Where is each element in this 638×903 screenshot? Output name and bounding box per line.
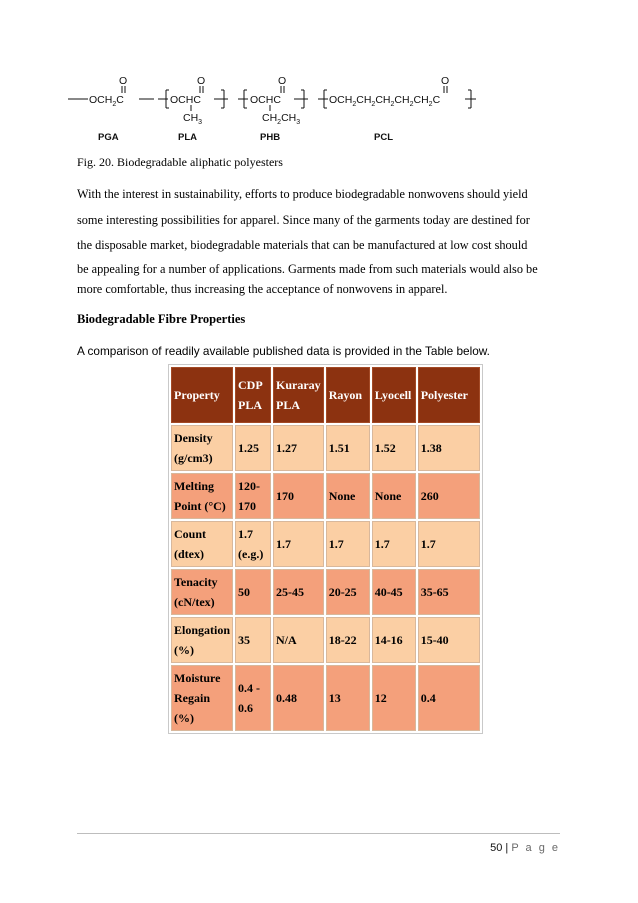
pga-oxygen: O xyxy=(119,75,128,87)
pcl-oxygen: O xyxy=(441,75,450,87)
cell-text: 170 xyxy=(276,489,295,503)
cell-text: Count xyxy=(174,527,207,541)
table-cell xyxy=(171,569,233,615)
table-cell xyxy=(372,521,416,567)
table-cell xyxy=(171,521,233,567)
table-cell xyxy=(326,617,370,663)
figure-caption: Fig. 20. Biodegradable aliphatic polyesters xyxy=(77,155,283,169)
paragraph-line: more comfortable, thus increasing the acceptance of nonwovens in apparel. xyxy=(77,282,448,296)
table-header-cell xyxy=(235,367,271,423)
table-cell xyxy=(418,617,480,663)
table-cell xyxy=(326,521,370,567)
paragraph-line: some interesting possibilities for apparel. Since many of the garments today are destined for xyxy=(77,213,530,227)
pga-chain: $OCH_2C$ xyxy=(89,94,124,108)
pla-oxygen: O xyxy=(197,75,206,87)
cell-text: 0.4 - xyxy=(238,681,261,695)
table-cell xyxy=(273,473,324,519)
cell-text: 0.4 xyxy=(420,691,436,705)
cell-text: Rayon xyxy=(328,388,363,402)
pcl-label: PCL xyxy=(374,132,393,143)
table-cell xyxy=(326,425,370,471)
cell-text: 1.51 xyxy=(328,441,350,455)
cell-text: PLA xyxy=(238,398,263,412)
cell-text: CDP xyxy=(238,378,263,392)
table-cell xyxy=(235,665,271,731)
cell-text: Elongation xyxy=(174,623,231,637)
fibre-properties-table xyxy=(168,364,483,734)
pga-label: PGA xyxy=(98,132,119,143)
table-header-row xyxy=(171,367,480,423)
cell-text: None xyxy=(328,489,356,503)
cell-text: 0.6 xyxy=(238,701,254,715)
cell-text: Property xyxy=(174,388,220,402)
cell-text: 40-45 xyxy=(374,585,403,599)
page-number: 50 xyxy=(490,842,503,854)
phb-substituent: $CH_2CH_3$ xyxy=(262,112,301,126)
cell-text: (g/cm3) xyxy=(174,451,213,465)
table-cell xyxy=(418,665,480,731)
cell-text: 1.25 xyxy=(238,441,260,455)
table-cell xyxy=(171,425,233,471)
cell-text: 1.27 xyxy=(276,441,298,455)
cell-text: Density xyxy=(174,431,213,445)
table-cell xyxy=(171,617,233,663)
table-cell xyxy=(171,665,233,731)
cell-text: Kuraray xyxy=(276,378,321,392)
table-header-cell xyxy=(326,367,370,423)
cell-text: 170 xyxy=(238,499,257,513)
page-word: P a g e xyxy=(511,842,560,854)
table-cell xyxy=(372,425,416,471)
cell-text: 25-45 xyxy=(276,585,305,599)
cell-text: Tenacity xyxy=(174,575,218,589)
cell-text: N/A xyxy=(276,633,297,647)
cell-text: 1.7 xyxy=(276,537,292,551)
table-header-cell xyxy=(372,367,416,423)
cell-text: 20-25 xyxy=(328,585,357,599)
table-cell xyxy=(418,521,480,567)
phb-chain: OCHC xyxy=(250,94,281,106)
table-cell xyxy=(273,665,324,731)
paragraph-line: With the interest in sustainability, efforts to produce biodegradable nonwovens should yield xyxy=(77,187,528,201)
table-cell xyxy=(235,425,271,471)
table-cell xyxy=(235,521,271,567)
cell-text: 1.7 xyxy=(420,537,436,551)
table-cell xyxy=(235,617,271,663)
table-cell xyxy=(326,473,370,519)
cell-text: 0.48 xyxy=(276,691,298,705)
table-cell xyxy=(171,473,233,519)
polyester-structures-figure xyxy=(62,74,482,144)
table-cell xyxy=(372,665,416,731)
cell-text: 1.52 xyxy=(374,441,396,455)
cell-text: Polyester xyxy=(420,388,468,402)
pla-substituent: $CH_3$ xyxy=(183,112,203,126)
cell-text: PLA xyxy=(276,398,301,412)
table-cell xyxy=(372,473,416,519)
section-intro: A comparison of readily available published data is provided in the Table below. xyxy=(77,344,490,358)
cell-text: 120- xyxy=(238,479,261,493)
phb-oxygen: O xyxy=(278,75,287,87)
table-cell xyxy=(372,569,416,615)
table-cell xyxy=(418,473,480,519)
table-header-cell xyxy=(171,367,233,423)
cell-text: Lyocell xyxy=(374,388,412,402)
section-heading: Biodegradable Fibre Properties xyxy=(77,312,246,326)
cell-text: 260 xyxy=(420,489,439,503)
pcl-chain: $OCH_2CH_2CH_2CH_2CH_2C$ xyxy=(329,94,441,108)
cell-text: 14-16 xyxy=(374,633,403,647)
cell-text: 12 xyxy=(374,691,387,705)
pla-chain: OCHC xyxy=(170,94,201,106)
table-cell xyxy=(418,425,480,471)
phb-label: PHB xyxy=(260,132,281,143)
cell-text: 1.7 xyxy=(374,537,390,551)
cell-text: None xyxy=(374,489,402,503)
table-cell xyxy=(273,617,324,663)
cell-text: Moisture xyxy=(174,671,221,685)
cell-text: Point (°C) xyxy=(174,499,226,513)
cell-text: (%) xyxy=(174,643,194,657)
paragraph-line: the disposable market, biodegradable materials that can be manufactured at low cost should xyxy=(77,238,528,252)
pla-label: PLA xyxy=(178,132,197,143)
cell-text: (%) xyxy=(174,711,194,725)
cell-text: Regain xyxy=(174,691,210,705)
cell-text: (cN/tex) xyxy=(174,595,215,609)
cell-text: (e.g.) xyxy=(238,547,264,561)
footer-divider xyxy=(77,833,560,834)
table-row xyxy=(171,665,480,731)
table-cell xyxy=(372,617,416,663)
table-row xyxy=(171,569,480,615)
cell-text: (dtex) xyxy=(174,547,204,561)
table-cell xyxy=(418,569,480,615)
table-cell xyxy=(326,569,370,615)
cell-text: 13 xyxy=(328,691,341,705)
table-cell xyxy=(273,425,324,471)
table-row xyxy=(171,617,480,663)
table-header-cell xyxy=(273,367,324,423)
cell-text: 15-40 xyxy=(420,633,449,647)
table-cell xyxy=(326,665,370,731)
table-cell xyxy=(273,569,324,615)
cell-text: 1.7 xyxy=(238,527,254,541)
footer-separator: | xyxy=(505,842,509,854)
table-row xyxy=(171,473,480,519)
table-row xyxy=(171,425,480,471)
cell-text: 1.38 xyxy=(420,441,442,455)
table-cell xyxy=(235,569,271,615)
cell-text: 35 xyxy=(238,633,251,647)
paragraph-line: be appealing for a number of applications. Garments made from such materials would also be xyxy=(77,262,538,276)
cell-text: 35-65 xyxy=(420,585,449,599)
cell-text: 1.7 xyxy=(328,537,344,551)
table-cell xyxy=(235,473,271,519)
table-row xyxy=(171,521,480,567)
cell-text: 50 xyxy=(238,585,251,599)
page-footer xyxy=(470,842,560,854)
table-header-cell xyxy=(418,367,480,423)
cell-text: Melting xyxy=(174,479,214,493)
cell-text: 18-22 xyxy=(328,633,357,647)
table-cell xyxy=(273,521,324,567)
